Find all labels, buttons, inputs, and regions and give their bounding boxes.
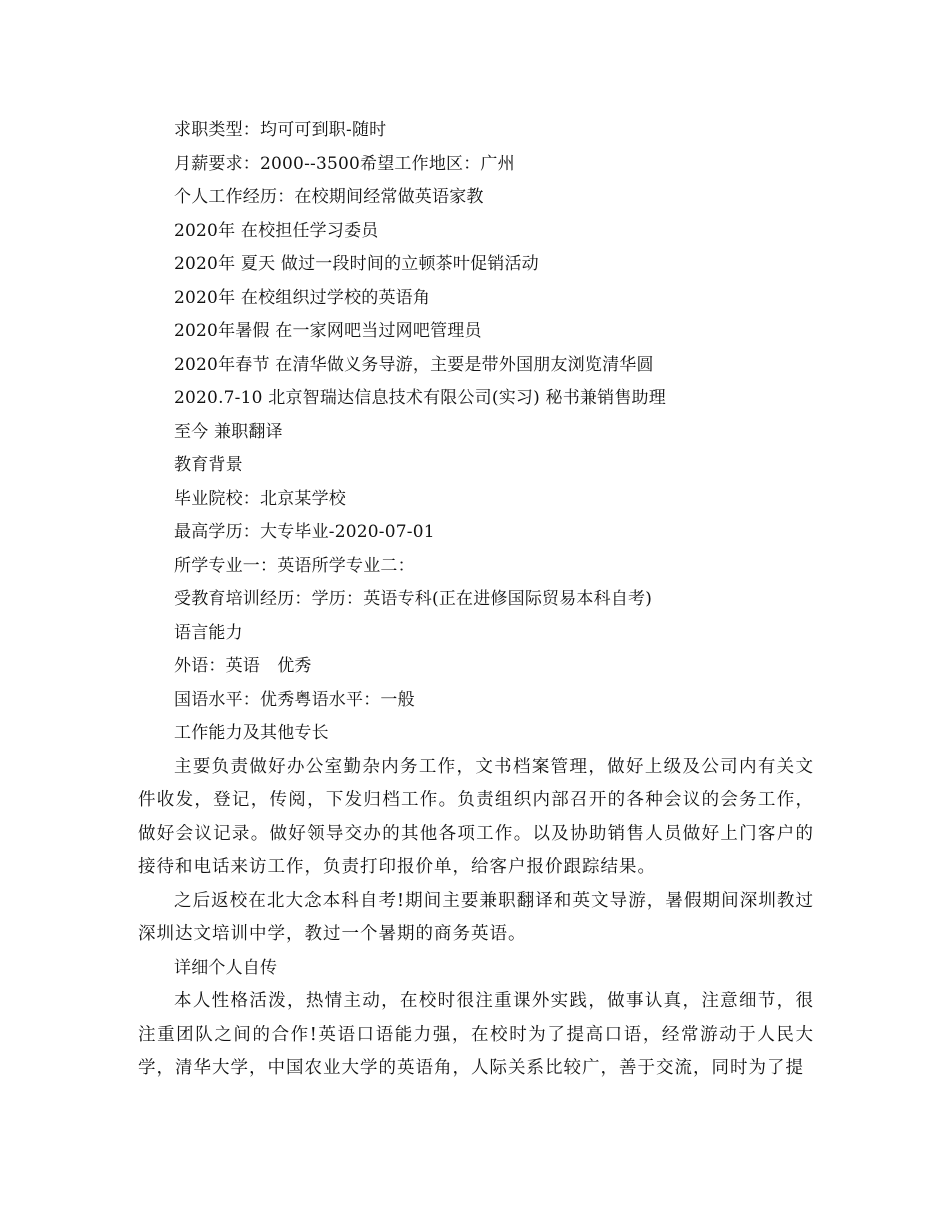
bio-paragraph: 本人性格活泼，热情主动，在校时很注重课外实践，做事认真，注意细节，很注重团队之间的合作!英语口语能力强，在校时为了提高口语，经常游动于人民大学，清华大学，中国农业大学的英语角，人际关系比较广，善于交流，同时为了提 xyxy=(138,991,814,1078)
experience-item: 2020年春节 在清华做义务导游，主要是带外国朋友浏览清华圆 xyxy=(174,354,654,375)
study-paragraph: 之后返校在北大念本科自考!期间主要兼职翻译和英文导游，暑假期间深圳教过深圳达文培训中学，教过一个暑期的商务英语。 xyxy=(138,890,814,944)
experience-item: 2020年 在校担任学习委员 xyxy=(174,220,379,241)
bio-heading: 详细个人自传 xyxy=(174,957,278,978)
work-experience-line: 个人工作经历：在校期间经常做英语家教 xyxy=(174,187,484,207)
training-line: 受教育培训经历：学历：英语专科(正在进修国际贸易本科自考) xyxy=(174,589,653,609)
resume-body xyxy=(138,114,814,1086)
experience-item: 2020年暑假 在一家网吧当过网吧管理员 xyxy=(174,321,482,341)
experience-item: 至今 兼职翻译 xyxy=(174,421,283,442)
salary-line: 月薪要求：2000--3500希望工作地区：广州 xyxy=(174,153,515,174)
foreign-language-line: 外语：英语 优秀 xyxy=(174,656,312,676)
skills-heading: 工作能力及其他专长 xyxy=(174,723,329,743)
experience-item: 2020.7-10 北京智瑞达信息技术有限公司(实习) 秘书兼销售助理 xyxy=(174,388,666,408)
experience-item: 2020年 夏天 做过一段时间的立顿茶叶促销活动 xyxy=(174,254,539,274)
education-heading: 教育背景 xyxy=(174,455,243,475)
degree-line: 最高学历：大专毕业-2020-07-01 xyxy=(174,522,435,542)
major-line: 所学专业一：英语所学专业二： xyxy=(174,555,415,576)
school-line: 毕业院校：北京某学校 xyxy=(174,488,346,509)
job-type-line: 求职类型：均可可到职-随时 xyxy=(174,120,387,140)
duties-paragraph: 主要负责做好办公室勤杂内务工作，文书档案管理，做好上级及公司内有关文件收发，登记，传阅，下发归档工作。负责组织内部召开的各种会议的会务工作，做好会议记录。做好领导交办的其他各项工作。以及协助销售人员做好上门客户的接待和电话来访工作，负责打印报价单，给客户报价跟踪结果。 xyxy=(138,756,814,877)
experience-item: 2020年 在校组织过学校的英语角 xyxy=(174,287,431,308)
mandarin-cantonese-line: 国语水平：优秀粤语水平：一般 xyxy=(174,689,415,710)
language-heading: 语言能力 xyxy=(174,622,243,643)
